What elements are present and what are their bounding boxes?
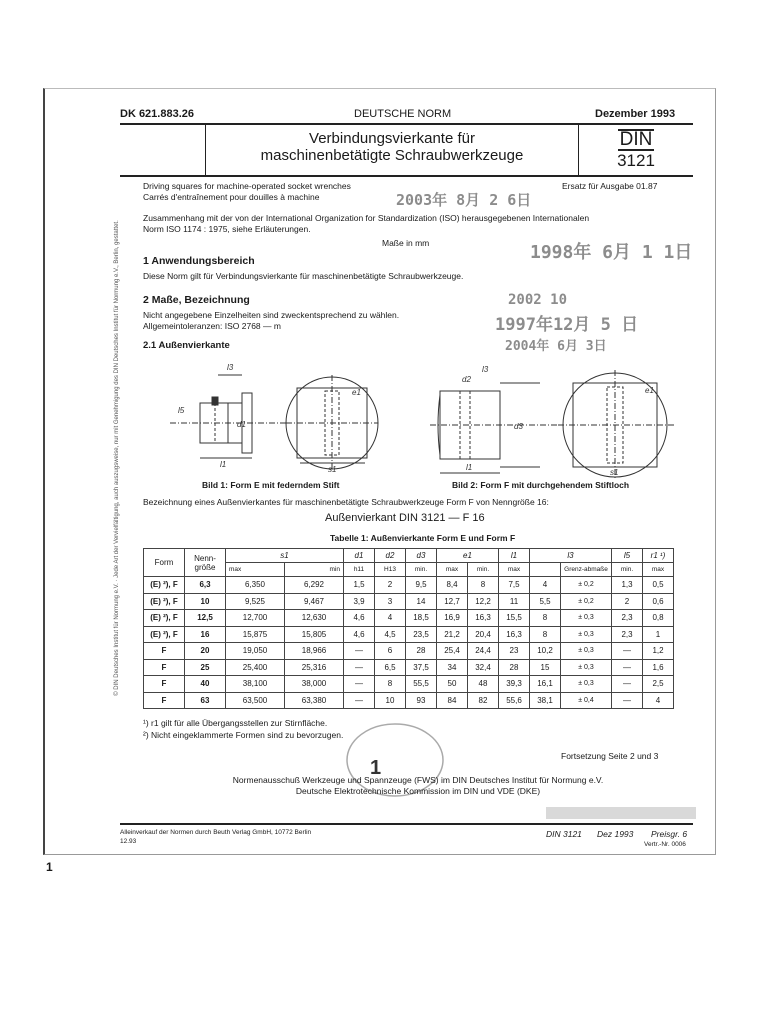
figure-2-caption: Bild 2: Form F mit durchgehendem Stiftloch — [452, 480, 630, 490]
section-2-text-2: Allgemeintoleranzen: ISO 2768 — m — [143, 321, 281, 331]
copyright-sidebar — [112, 180, 120, 740]
sub-header: H13 — [375, 563, 406, 577]
print-code: 12.93 — [120, 838, 137, 845]
table-cell: F — [144, 659, 185, 676]
table-cell: 7,5 — [499, 577, 530, 594]
svg-text:s1: s1 — [328, 465, 337, 474]
table-cell: 15 — [530, 659, 561, 676]
table-cell: 16 — [185, 626, 226, 643]
table-row — [144, 626, 674, 643]
norm-type: DEUTSCHE NORM — [354, 108, 452, 120]
svg-text:d2: d2 — [462, 375, 471, 384]
table-cell: 8 — [375, 676, 406, 693]
dimensions-table — [143, 548, 674, 709]
vertr-number: Vertr.-Nr. 0006 — [644, 841, 686, 848]
table-cell: 8 — [530, 610, 561, 627]
title-line-2: maschinenbetätigte Schraubwerkzeuge — [260, 147, 524, 164]
table-cell: 34 — [437, 659, 468, 676]
table-cell: 18,966 — [285, 643, 344, 660]
table-cell: ± 0,3 — [561, 626, 612, 643]
col-r1: r1 ¹) — [643, 549, 674, 563]
table-cell: 23 — [499, 643, 530, 660]
table-cell: 84 — [437, 692, 468, 709]
receipt-stamp: 1998年 6月 1 1日 — [530, 242, 693, 263]
table-cell: 15,875 — [226, 626, 285, 643]
table-cell: 16,9 — [437, 610, 468, 627]
col-l5: l5 — [612, 549, 643, 563]
table-cell: ± 0,2 — [561, 577, 612, 594]
table-cell: 4,6 — [344, 626, 375, 643]
issue-date: Dezember 1993 — [595, 108, 676, 120]
footer-date: Dez 1993 — [597, 829, 634, 839]
iso-note-line-1: Zusammenhang mit der von der International Organization for Standardization (ISO) herausgegebenen Internationalen — [143, 213, 590, 223]
figure-1-caption: Bild 1: Form E mit federndem Stift — [202, 480, 340, 490]
table-cell: 20,4 — [468, 626, 499, 643]
sub-header: max — [226, 563, 285, 577]
table-cell: 63,500 — [226, 692, 285, 709]
sub-header: min. — [468, 563, 499, 577]
col-d3: d3 — [406, 549, 437, 563]
table-cell: 8,4 — [437, 577, 468, 594]
table-cell: 0,5 — [643, 577, 674, 594]
col-l3: l3 — [530, 549, 612, 563]
table-cell: ± 0,4 — [561, 692, 612, 709]
table-cell: 15,805 — [285, 626, 344, 643]
table-cell: — — [612, 659, 643, 676]
din-number: 3121 — [617, 151, 655, 170]
table-cell: — — [612, 692, 643, 709]
table-cell: 18,5 — [406, 610, 437, 627]
table-cell: 2,3 — [612, 610, 643, 627]
footnote-2: ²) Nicht eingeklammerte Formen sind zu bevorzugen. — [143, 730, 344, 740]
copyright-text: © DIN Deutsches Institut für Normung e.V. · Jede Art der Vervielfältigung, auch auszugsweise, nur mit Genehmigung des DIN Deutsches Institut für Normung e.V., Berlin, gestattet. — [114, 220, 120, 696]
svg-text:d3: d3 — [514, 422, 523, 431]
table-cell: — — [612, 676, 643, 693]
table-cell: 5,5 — [530, 593, 561, 610]
table-cell: 12,2 — [468, 593, 499, 610]
committee-line-1: Normenausschuß Werkzeuge und Spannzeuge (FWS) im DIN Deutsches Institut für Normung e.V. — [232, 775, 604, 785]
col-s1: s1 — [226, 549, 344, 563]
svg-text:l1: l1 — [466, 463, 473, 472]
table-cell: 16,3 — [468, 610, 499, 627]
table-cell: 11 — [499, 593, 530, 610]
svg-text:l3: l3 — [482, 365, 489, 374]
receipt-stamp: 2004年 6月 3日 — [505, 339, 607, 354]
table-cell: 9,525 — [226, 593, 285, 610]
table-row — [144, 659, 674, 676]
table-cell: 20 — [185, 643, 226, 660]
table-cell: 4 — [530, 577, 561, 594]
table-cell: 3,9 — [344, 593, 375, 610]
table-row — [144, 692, 674, 709]
col-form: Form — [144, 549, 185, 577]
col-d2: d2 — [375, 549, 406, 563]
handwritten-mark: 1 — [370, 757, 382, 779]
table-cell: 63,380 — [285, 692, 344, 709]
sale-note: Alleinverkauf der Normen durch Beuth Verlag GmbH, 10772 Berlin — [120, 829, 312, 836]
table-cell: 10 — [185, 593, 226, 610]
table-cell: ± 0,3 — [561, 659, 612, 676]
table-cell: 2,5 — [643, 676, 674, 693]
table-cell: 6,350 — [226, 577, 285, 594]
table-row — [144, 676, 674, 693]
svg-text:l1: l1 — [220, 460, 227, 469]
table-cell: 39,3 — [499, 676, 530, 693]
figure-1-drawing — [160, 355, 400, 475]
table-cell: 37,5 — [406, 659, 437, 676]
table-cell: (E) ²), F — [144, 577, 185, 594]
table-cell: 24,4 — [468, 643, 499, 660]
footer-ref: DIN 3121 — [546, 829, 582, 839]
table-cell: 16,3 — [499, 626, 530, 643]
table-cell: (E) ²), F — [144, 626, 185, 643]
table-row — [144, 643, 674, 660]
sub-header: min. — [612, 563, 643, 577]
col-l1: l1 — [499, 549, 530, 563]
table-cell: ± 0,3 — [561, 643, 612, 660]
table-cell: 9,467 — [285, 593, 344, 610]
table-row — [144, 593, 674, 610]
table-cell: 25,4 — [437, 643, 468, 660]
table-row — [144, 577, 674, 594]
table-cell: 28 — [406, 643, 437, 660]
table-cell: 82 — [468, 692, 499, 709]
table-cell: 16,1 — [530, 676, 561, 693]
table-cell: 6 — [375, 643, 406, 660]
receipt-stamp: 2003年 8月 2 6日 — [396, 191, 532, 209]
table-cell: 25,400 — [226, 659, 285, 676]
svg-text:l3: l3 — [227, 363, 234, 372]
table-cell: 4,6 — [344, 610, 375, 627]
table-cell: 9,5 — [406, 577, 437, 594]
svg-text:d1: d1 — [237, 420, 246, 429]
table-cell: 2,3 — [612, 626, 643, 643]
table-cell: 15,5 — [499, 610, 530, 627]
sub-header: max — [437, 563, 468, 577]
table-cell: — — [612, 643, 643, 660]
title-french: Carrés d'entraînement pour douilles à machine — [143, 192, 320, 202]
sub-header: min. — [406, 563, 437, 577]
replaces-note: Ersatz für Ausgabe 01.87 — [562, 181, 658, 191]
table-cell: 1,5 — [344, 577, 375, 594]
col-nenngroesse: Nenn-größe — [185, 549, 226, 577]
table-cell: 4 — [375, 610, 406, 627]
receipt-stamp: 1997年12月 5 日 — [495, 315, 639, 335]
designation-example: Außenvierkant DIN 3121 — F 16 — [325, 512, 485, 524]
price-group: Preisgr. 6 — [651, 829, 688, 839]
table-cell: 0,6 — [643, 593, 674, 610]
committee-line-2: Deutsche Elektrotechnische Kommission im DIN und VDE (DKE) — [295, 786, 541, 796]
table-cell: F — [144, 692, 185, 709]
continued-note: Fortsetzung Seite 2 und 3 — [561, 751, 659, 761]
table-row — [144, 610, 674, 627]
table-cell: (E) ²), F — [144, 593, 185, 610]
table-cell: 55,5 — [406, 676, 437, 693]
col-d1: d1 — [344, 549, 375, 563]
table-cell: F — [144, 676, 185, 693]
dk-number: DK 621.883.26 — [120, 108, 194, 120]
table-cell: 48 — [468, 676, 499, 693]
table-cell: 10,2 — [530, 643, 561, 660]
table-cell: 38,1 — [530, 692, 561, 709]
table-cell: 28 — [499, 659, 530, 676]
table-cell: 3 — [375, 593, 406, 610]
title-box — [120, 123, 693, 177]
table-cell: 4,5 — [375, 626, 406, 643]
table-cell: 12,5 — [185, 610, 226, 627]
table-cell: (E) ²), F — [144, 610, 185, 627]
table-cell: 8 — [530, 626, 561, 643]
table-cell: — — [344, 676, 375, 693]
table-cell: 1,2 — [643, 643, 674, 660]
sub-header: min — [285, 563, 344, 577]
svg-text:s1: s1 — [610, 468, 619, 477]
barcode-label — [546, 807, 696, 819]
sub-header: max — [499, 563, 530, 577]
table-cell: 32,4 — [468, 659, 499, 676]
subsection-heading: 2.1 Außenvierkante — [143, 340, 230, 351]
table-cell: F — [144, 643, 185, 660]
sub-header: h11 — [344, 563, 375, 577]
table-cell: 21,2 — [437, 626, 468, 643]
table-cell: 19,050 — [226, 643, 285, 660]
iso-note-line-2: Norm ISO 1174 : 1975, siehe Erläuterungen. — [143, 224, 311, 234]
table-cell: ± 0,3 — [561, 610, 612, 627]
table-cell: 4 — [643, 692, 674, 709]
table-cell: 12,7 — [437, 593, 468, 610]
title-english: Driving squares for machine-operated socket wrenches — [143, 181, 351, 191]
table-cell: ± 0,3 — [561, 676, 612, 693]
table-cell: — — [344, 643, 375, 660]
table-cell: ± 0,2 — [561, 593, 612, 610]
table-cell: 23,5 — [406, 626, 437, 643]
table-caption: Tabelle 1: Außenvierkante Form E und Form F — [330, 533, 516, 543]
table-cell: 1 — [643, 626, 674, 643]
table-cell: 2 — [612, 593, 643, 610]
sub-header: Grenz-abmaße — [561, 563, 612, 577]
figure-2-drawing — [430, 355, 690, 480]
units-note: Maße in mm — [382, 238, 430, 248]
table-cell: 0,8 — [643, 610, 674, 627]
table-cell: 8 — [468, 577, 499, 594]
sub-header: max — [643, 563, 674, 577]
table-cell: 63 — [185, 692, 226, 709]
table-cell: 6,292 — [285, 577, 344, 594]
table-cell: — — [344, 659, 375, 676]
table-cell: 55,6 — [499, 692, 530, 709]
title-line-1: Verbindungsvierkante für — [309, 130, 475, 147]
table-cell: 1,3 — [612, 577, 643, 594]
table-cell: 93 — [406, 692, 437, 709]
table-footnotes — [143, 717, 343, 741]
page-number: 1 — [46, 860, 53, 874]
section-1-text: Diese Norm gilt für Verbindungsvierkante für maschinenbetätigte Schraubwerkzeuge. — [143, 271, 464, 281]
section-2-heading: 2 Maße, Bezeichnung — [143, 294, 250, 306]
table-cell: 38,100 — [226, 676, 285, 693]
table-cell: 10 — [375, 692, 406, 709]
table-cell: 6,5 — [375, 659, 406, 676]
svg-text:l5: l5 — [178, 406, 185, 415]
table-cell: 1,6 — [643, 659, 674, 676]
svg-text:e1: e1 — [352, 388, 361, 397]
table-cell: 14 — [406, 593, 437, 610]
designation-text: Bezeichnung eines Außenvierkantes für maschinenbetätigte Schraubwerkzeuge Form F von Nenngröße 16: — [143, 497, 549, 507]
section-1-heading: 1 Anwendungsbereich — [143, 255, 255, 267]
din-logo: DIN — [619, 129, 653, 150]
table-cell: 38,000 — [285, 676, 344, 693]
svg-text:e1: e1 — [645, 386, 654, 395]
table-cell: 6,3 — [185, 577, 226, 594]
table-cell: — — [344, 692, 375, 709]
receipt-stamp: 2002 10 — [508, 292, 568, 308]
footnote-1: ¹) r1 gilt für alle Übergangsstellen zur Stirnfläche. — [143, 718, 328, 728]
table-cell: 40 — [185, 676, 226, 693]
col-e1: e1 — [437, 549, 499, 563]
table-cell: 25,316 — [285, 659, 344, 676]
table-cell: 25 — [185, 659, 226, 676]
table-cell: 12,700 — [226, 610, 285, 627]
table-cell: 2 — [375, 577, 406, 594]
section-2-text-1: Nicht angegebene Einzelheiten sind zweckentsprechend zu wählen. — [143, 310, 400, 320]
table-cell: 50 — [437, 676, 468, 693]
table-cell: 12,630 — [285, 610, 344, 627]
